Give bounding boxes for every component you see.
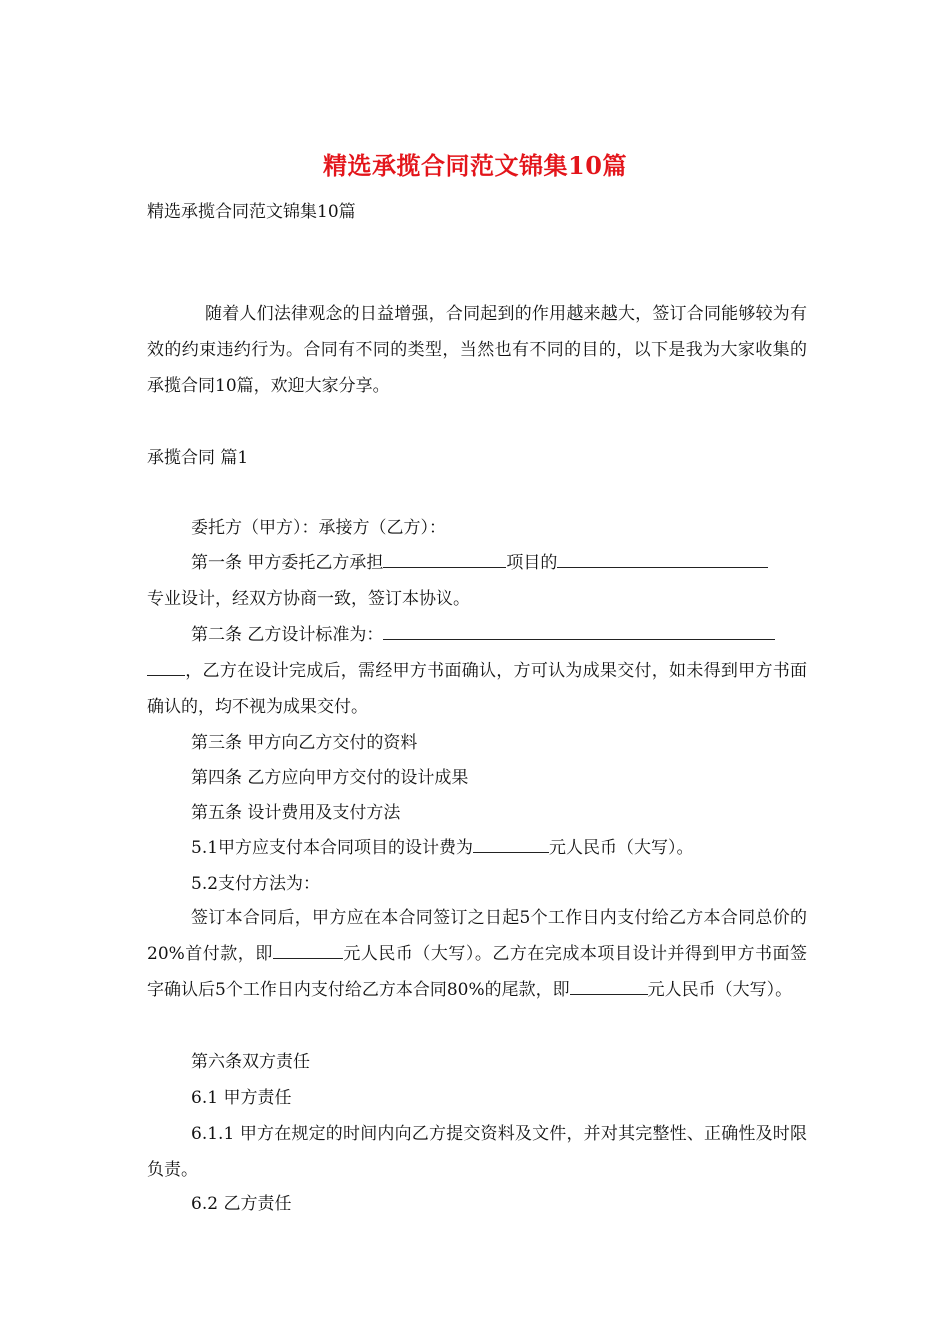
blank-line <box>147 657 185 676</box>
payment-text-c: 元人民币（大写）。 <box>647 980 793 1000</box>
article-2-text-b: ，乙方在设计完成后，需经甲方书面确认，方可认为成果交付，如未得到甲方书面确认的，均不视为成果交付。 <box>147 661 807 717</box>
payment-paragraph <box>147 900 807 1008</box>
item-5-1-text-a: 5.1甲方应支付本合同项目的设计费为 <box>191 838 474 858</box>
parties-line: 委托方（甲方）：承接方（乙方）： <box>191 518 446 538</box>
document-subtitle: 精选承揽合同范文锦集10篇 <box>147 202 356 222</box>
article-1-text-b: 项目的 <box>506 553 558 573</box>
intro-paragraph: 随着人们法律观念的日益增强，合同起到的作用越来越大，签订合同能够较为有效的约束违约行为。合同有不同的类型，当然也有不同的目的，以下是我为大家收集的承揽合同10篇，欢迎大家分享。 <box>147 304 807 396</box>
blank-line <box>273 940 343 959</box>
article-1-text-a: 第一条 甲方委托乙方承担 <box>191 553 384 573</box>
item-6-2: 6.2 乙方责任 <box>191 1194 292 1214</box>
article-2 <box>147 617 807 653</box>
payment-text-b: 元人民币（大写）。乙方在完成本项目设计并得到甲方书面签字确认后5个工作日内支付给乙方本合同80%的尾款，即 <box>147 944 807 1000</box>
blank-line <box>383 549 506 568</box>
article-5: 第五条 设计费用及支付方法 <box>191 803 401 823</box>
blank-line <box>557 549 768 568</box>
article-1 <box>147 545 807 581</box>
blank-line <box>383 621 775 640</box>
article-2-text-a: 第二条 乙方设计标准为： <box>191 625 384 645</box>
article-3: 第三条 甲方向乙方交付的资料 <box>191 733 418 753</box>
article-6: 第六条双方责任 <box>191 1052 310 1072</box>
article-4: 第四条 乙方应向甲方交付的设计成果 <box>191 768 469 788</box>
item-5-1 <box>147 830 807 866</box>
item-5-2: 5.2支付方法为： <box>191 874 321 894</box>
item-6-1-1: 6.1.1 甲方在规定的时间内向乙方提交资料及文件，并对其完整性、正确性及时限负责。 <box>147 1124 807 1180</box>
blank-line <box>570 976 648 995</box>
article-1-continued: 专业设计，经双方协商一致，签订本协议。 <box>147 589 470 609</box>
blank-line <box>473 834 549 853</box>
section-heading: 承揽合同 篇1 <box>147 448 249 468</box>
article-2-continued <box>147 653 807 725</box>
payment-text-a: 签订本合同后，甲方应在本合同签订之日起5个工作日内支付给乙方本合同总价的20%首付款，即 <box>147 908 807 964</box>
document-title: 精选承揽合同范文锦集10篇 <box>323 151 627 180</box>
item-6-1: 6.1 甲方责任 <box>191 1088 292 1108</box>
item-5-1-text-b: 元人民币（大写）。 <box>549 838 694 858</box>
